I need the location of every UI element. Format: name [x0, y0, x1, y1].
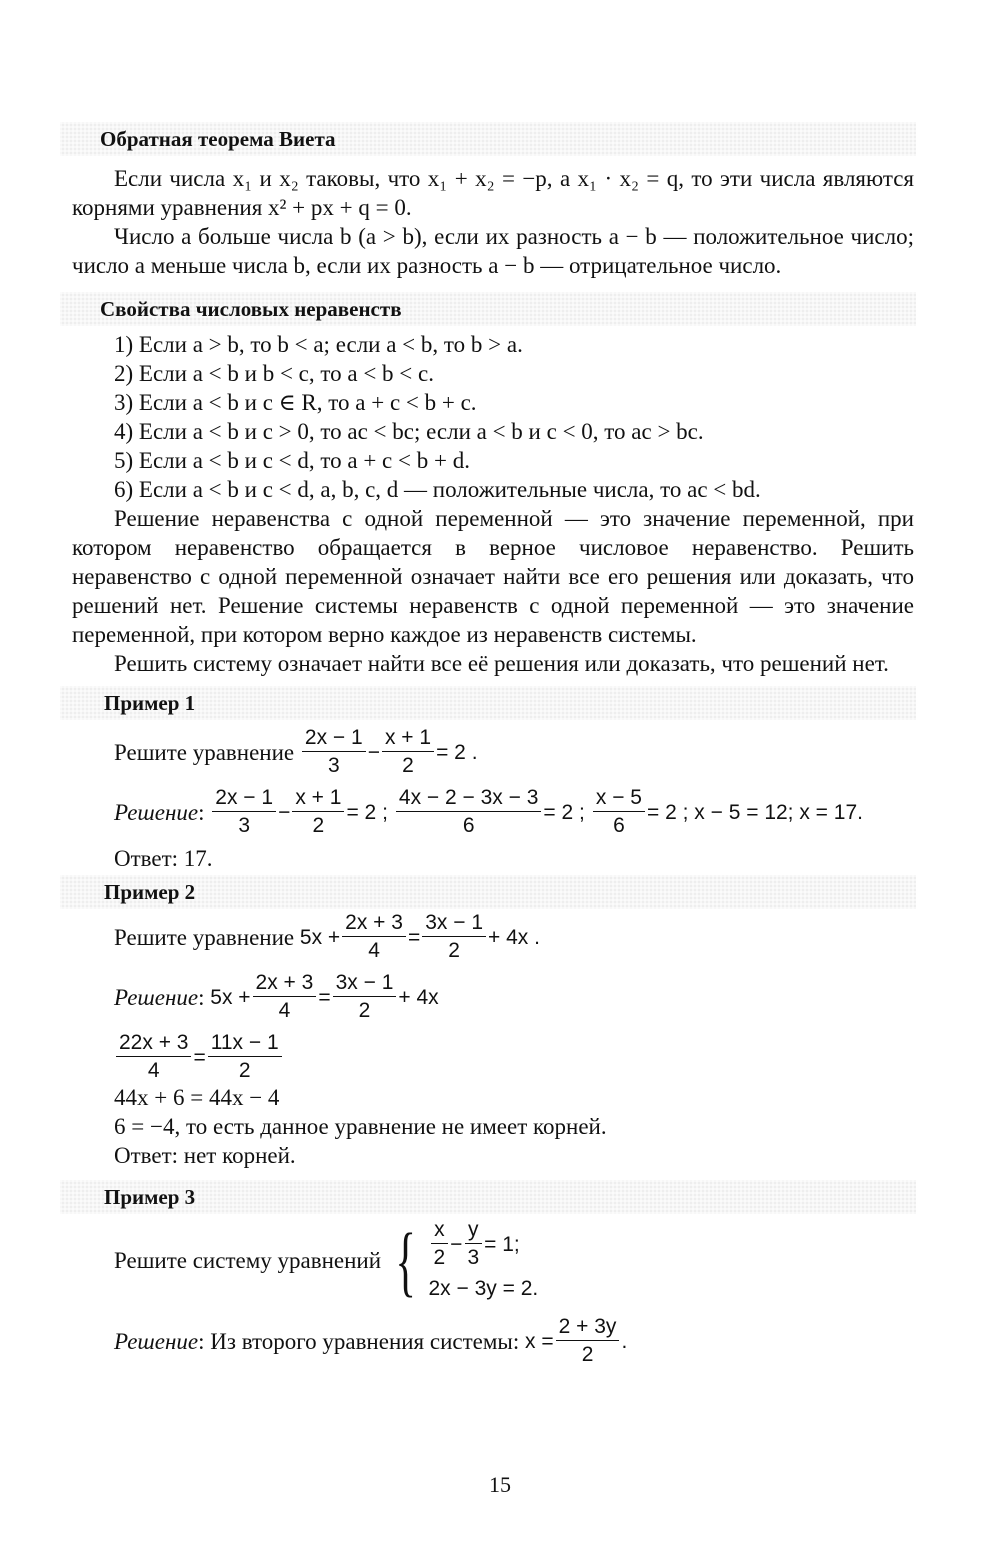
example1-solution: Решение : $\frac{2x - 1}{3}$ − $\frac{x + 1}{2}$ = 2 ; $\frac{4x - 2 - 3x - 3}{6}$ = 2 ; $\frac{x - 5}{6}$ = 2 ; x − 5 = 12; x = 17.	[114, 786, 863, 837]
section-heading: Свойства числовых неравенств	[100, 297, 402, 321]
paragraph: Число a больше числа b (a > b), если их разность a − b — положительное число; число a меньше числа b, если их разность a − b — отрицательное число.	[72, 224, 914, 278]
fraction: $\frac{2x - 1}{3}$	[302, 726, 366, 778]
example-header-1	[60, 686, 916, 720]
math-expression: 5x +	[299, 925, 341, 949]
example2-task	[114, 911, 914, 963]
example-header-2	[60, 875, 916, 909]
math-expression: .	[621, 1329, 628, 1353]
math-operator: =	[407, 925, 421, 949]
example1-task	[114, 726, 914, 778]
math-expression: + 4x	[398, 985, 439, 1009]
solution-label: Решение	[114, 1328, 199, 1354]
properties-list	[72, 330, 914, 504]
math-expression: = 2 ;	[346, 800, 388, 824]
example-heading: Пример 3	[104, 1185, 196, 1209]
fraction: $\frac{x + 1}{2}$	[382, 726, 434, 778]
answer: Ответ: нет корней.	[114, 1143, 296, 1168]
section-heading: Обратная теорема Виета	[100, 127, 336, 151]
example-header-3	[60, 1180, 916, 1214]
fraction: $\frac{2x + 3}{4}$	[342, 911, 406, 963]
math-expression: = 2 ; x − 5 = 12; x = 17.	[647, 800, 863, 824]
list-item: 5) Если a < b и c < d, то a + c < b + d.	[114, 448, 470, 473]
list-item: 3) Если a < b и c ∈ R, то a + c < b + c.	[114, 390, 477, 415]
fraction: $\frac{4x - 2 - 3x - 3}{6}$	[396, 786, 542, 838]
solution-label: Решение	[114, 799, 199, 825]
solution-label: Решение	[114, 984, 199, 1010]
math-operator: −	[278, 800, 291, 824]
math-expression: x =	[525, 1329, 554, 1353]
paragraph: Решить систему означает найти все её решения или доказать, что решений нет.	[114, 651, 889, 676]
math-expression: = 2 ;	[543, 800, 585, 824]
paragraph: Если числа x₁ и x₂ таковы, что x₁ + x₂ = −p, а x₁ · x₂ = q, то эти числа являются корнями уравнения x² + px + q = 0.	[72, 166, 914, 220]
fraction: $\frac{22x + 3}{4}$	[116, 1031, 191, 1083]
page-content	[72, 122, 914, 1367]
fraction: $\frac{y}{3}$	[464, 1218, 482, 1270]
fraction: $\frac{2 + 3y}{2}$	[556, 1315, 620, 1367]
example-heading: Пример 1	[104, 691, 196, 715]
solution-text: : Из второго уравнения системы:	[198, 1328, 520, 1354]
math-expression: 5x +	[210, 985, 251, 1009]
list-item: 4) Если a < b и c > 0, то ac < bc; если a < b и c < 0, то ac > bc.	[114, 419, 704, 444]
task-label: Решите систему уравнений	[114, 1248, 382, 1273]
task-label: Решите уравнение	[114, 924, 295, 950]
answer: Ответ: 17.	[114, 846, 213, 871]
example3-solution	[114, 1315, 914, 1367]
fraction: $\frac{3x - 1}{2}$	[333, 971, 397, 1023]
fraction: $\frac{11x - 1}{2}$	[208, 1031, 282, 1083]
math-line: 44x + 6 = 44x − 4	[114, 1085, 280, 1110]
list-item: 1) Если a > b, то b < a; если a < b, то b > a.	[114, 332, 523, 357]
math-expression: = 2 .	[436, 740, 478, 764]
brace-icon: {	[395, 1216, 417, 1304]
fraction: $\frac{x}{2}$	[430, 1218, 448, 1270]
math-expression: = 1;	[484, 1232, 520, 1256]
fraction: $\frac{3x - 1}{2}$	[422, 911, 486, 963]
math-expression: 2x − 3y = 2.	[428, 1277, 539, 1300]
math-operator: −	[450, 1232, 463, 1256]
example2-solution: Решение : 5x + $\frac{2x + 3}{4}$ = $\frac{3x - 1}{2}$ + 4x	[114, 971, 439, 1022]
equation-system	[387, 1218, 538, 1303]
example2-step	[114, 1031, 914, 1083]
list-item: 6) Если a < b и c < d, a, b, c, d — положительные числа, то ac < bd.	[114, 477, 761, 502]
page-number: 15	[489, 1472, 511, 1497]
math-operator: =	[193, 1045, 206, 1069]
section-header-vieta	[60, 122, 916, 156]
math-expression: + 4x .	[488, 925, 540, 949]
fraction: $\frac{x - 5}{6}$	[593, 786, 645, 838]
math-line: 6 = −4, то есть данное уравнение не имеет корней.	[114, 1114, 607, 1139]
example-heading: Пример 2	[104, 880, 196, 904]
fraction: $\frac{x + 1}{2}$	[292, 786, 344, 838]
list-item: 2) Если a < b и b < c, то a < b < c.	[114, 361, 434, 386]
section-header-inequalities	[60, 292, 916, 326]
math-operator: =	[318, 985, 331, 1009]
paragraph: Решение неравенства с одной переменной — это значение переменной, при котором неравенство обращается в верное числовое неравенство. Решить неравенство с одной переменной означает найти все его решения или доказать, что решений нет. Решение системы неравенств с одной переменной — это значение переменной, при котором верно каждое из неравенств системы.	[72, 506, 914, 647]
example3-task	[114, 1218, 914, 1303]
fraction: $\frac{2x - 1}{3}$	[212, 786, 276, 838]
fraction: $\frac{2x + 3}{4}$	[253, 971, 317, 1023]
math-operator: −	[367, 740, 380, 764]
task-label: Решите уравнение	[114, 739, 295, 765]
